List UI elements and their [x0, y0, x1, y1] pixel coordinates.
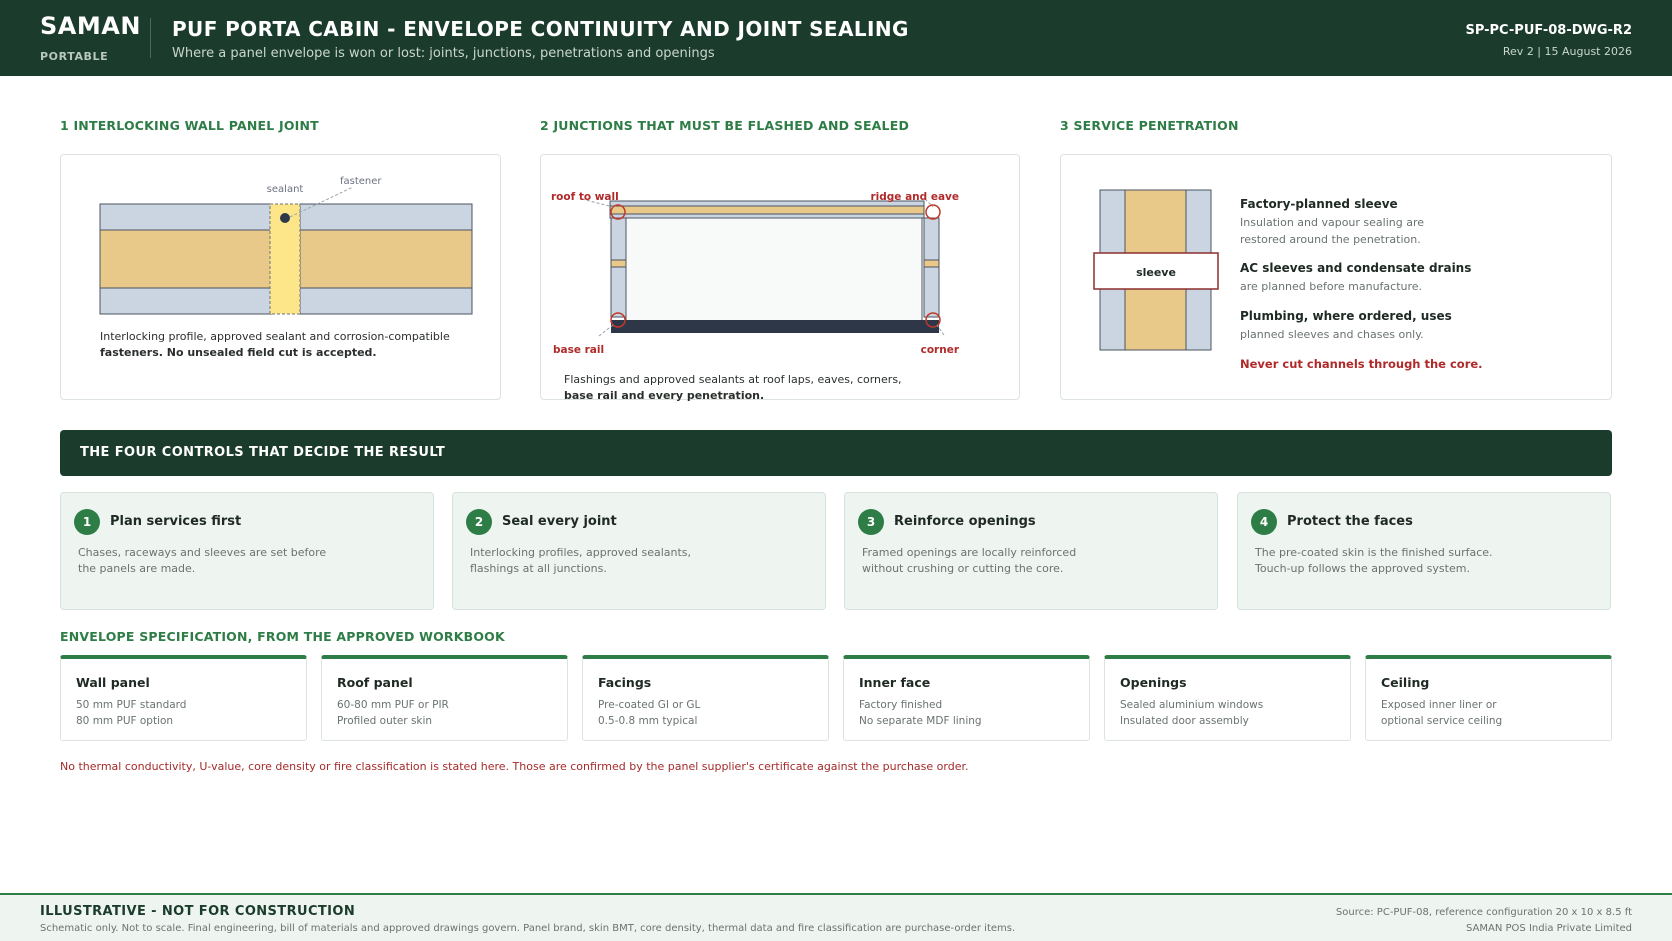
spec-line: Sealed aluminium windows [1120, 699, 1264, 711]
spec-card-openings [1104, 655, 1351, 741]
brand-name: SAMAN [40, 12, 141, 40]
left-wall-core [611, 260, 626, 267]
note-line: planned sleeves and chases only. [1240, 328, 1424, 341]
header [0, 0, 1672, 76]
core-warning: Never cut channels through the core. [1240, 357, 1483, 371]
junction-diagram [541, 155, 1021, 401]
roof-core [610, 206, 924, 214]
control-card-1 [60, 492, 434, 610]
spec-line: Profiled outer skin [337, 715, 433, 727]
spec-title: Ceiling [1381, 675, 1430, 690]
brand-logo [40, 12, 141, 63]
section2-panel [540, 154, 1020, 400]
spec-card-roof-panel [321, 655, 568, 741]
note-line: Insulation and vapour sealing are [1240, 216, 1425, 229]
control-line: Chases, raceways and sleeves are set before [78, 546, 327, 559]
spec-line: Factory finished [859, 699, 943, 711]
section2-caption-line1: Flashings and approved sealants at roof laps, eaves, corners, [564, 373, 902, 386]
control-number: 2 [466, 509, 492, 535]
spec-title: Inner face [859, 675, 931, 690]
footer [0, 893, 1672, 941]
spec-title: Openings [1120, 675, 1187, 690]
page-subtitle: Where a panel envelope is won or lost: joints, junctions, penetrations and openings [172, 46, 715, 61]
ridge-eave-label: ridge and eave [870, 191, 959, 203]
spec-card-facings [582, 655, 829, 741]
control-line: flashings at all junctions. [470, 562, 607, 575]
cabin-interior [626, 218, 922, 321]
base-rail-leader [599, 325, 613, 336]
section1-caption-line1: Interlocking profile, approved sealant and corrosion-compatible [100, 330, 450, 343]
spec-card-ceiling [1365, 655, 1612, 741]
control-card-3 [844, 492, 1218, 610]
section1-heading: 1 INTERLOCKING WALL PANEL JOINT [60, 118, 319, 133]
control-text [78, 545, 328, 577]
footer-title: ILLUSTRATIVE - NOT FOR CONSTRUCTION [40, 904, 356, 919]
note-text [1240, 214, 1424, 248]
control-number: 4 [1251, 509, 1277, 535]
left-outer-skin [100, 204, 272, 230]
spec-line: 60-80 mm PUF or PIR [337, 699, 449, 711]
left-wall-upper [611, 218, 626, 260]
note-plumbing [1240, 309, 1452, 343]
section1-caption-line2: fasteners. No unsealed field cut is accepted. [100, 346, 377, 359]
spec-heading: ENVELOPE SPECIFICATION, FROM THE APPROVED WORKBOOK [60, 629, 505, 644]
note-line: restored around the penetration. [1240, 233, 1421, 246]
disclaimer: No thermal conductivity, U-value, core density or fire classification is stated here. Those are confirmed by the panel supplier's certificate against the purchase order. [60, 760, 969, 773]
base-rail [611, 320, 939, 333]
section1-caption [100, 329, 450, 361]
section2-heading: 2 JUNCTIONS THAT MUST BE FLASHED AND SEALED [540, 118, 910, 133]
note-ac-sleeves [1240, 261, 1471, 295]
panel-joint-diagram [61, 155, 502, 401]
document-revision: Rev 2 | 15 August 2026 [1502, 45, 1632, 58]
control-line: the panels are made. [78, 562, 196, 575]
spec-title: Facings [598, 675, 652, 690]
control-number: 1 [74, 509, 100, 535]
control-title: Reinforce openings [894, 514, 1036, 529]
left-inner-skin [100, 288, 272, 314]
spec-title: Roof panel [337, 675, 413, 690]
control-line: Touch-up follows the approved system. [1255, 562, 1470, 575]
right-core [300, 230, 472, 288]
control-text [1255, 545, 1505, 577]
roof-to-wall-label: roof to wall [551, 191, 619, 203]
document-code: SP-PC-PUF-08-DWG-R2 [1465, 23, 1632, 38]
ridge-eave-marker [926, 205, 940, 219]
right-wall-lower [924, 267, 939, 317]
section3-panel [1060, 154, 1612, 400]
control-card-2 [452, 492, 826, 610]
footer-source: Source: PC-PUF-08, reference configuration 20 x 10 x 8.5 ft [1335, 907, 1632, 918]
spec-line: 50 mm PUF standard [76, 699, 187, 711]
page-title: PUF PORTA CABIN - ENVELOPE CONTINUITY AND JOINT SEALING [172, 17, 909, 41]
control-text [470, 545, 720, 577]
note-title: AC sleeves and condensate drains [1240, 261, 1472, 275]
spec-line: 0.5-0.8 mm typical [598, 715, 698, 727]
control-text [862, 545, 1112, 577]
spec-card-wall-panel [60, 655, 307, 741]
controls-banner: THE FOUR CONTROLS THAT DECIDE THE RESULT [60, 430, 1612, 476]
roof-inner-skin [610, 214, 924, 218]
control-title: Plan services first [110, 514, 242, 529]
control-number: 3 [858, 509, 884, 535]
corner-label: corner [920, 344, 959, 356]
spec-card-inner-face [843, 655, 1090, 741]
spec-line: 80 mm PUF option [76, 715, 174, 727]
section3-heading: 3 SERVICE PENETRATION [1060, 118, 1239, 133]
note-title: Plumbing, where ordered, uses [1240, 309, 1452, 323]
base-rail-label: base rail [553, 344, 605, 356]
fastener-label: fastener [340, 176, 382, 187]
right-outer-skin [300, 204, 472, 230]
control-title: Protect the faces [1287, 514, 1413, 529]
spec-line: Insulated door assembly [1120, 715, 1249, 727]
left-core [100, 230, 272, 288]
brand-sub: PORTABLE [40, 50, 109, 63]
footer-text: Schematic only. Not to scale. Final engineering, bill of materials and approved drawings govern. Panel brand, skin BMT, core density, thermal data and fire classification are purchase-order items. [40, 923, 1016, 934]
sleeve-label: sleeve [1136, 266, 1176, 279]
right-inner-skin [300, 288, 472, 314]
control-line: Interlocking profiles, approved sealants, [470, 546, 692, 559]
spec-line: Pre-coated GI or GL [598, 699, 701, 711]
header-divider [150, 18, 151, 58]
note-title: Factory-planned sleeve [1240, 197, 1398, 211]
right-wall-upper [924, 218, 939, 260]
footer-company: SAMAN POS India Private Limited [1466, 923, 1632, 934]
fastener-dot [280, 213, 290, 223]
control-line: without crushing or cutting the core. [862, 562, 1064, 575]
control-line: Framed openings are locally reinforced [862, 546, 1077, 559]
spec-line: No separate MDF lining [859, 715, 982, 727]
note-text [1240, 326, 1452, 343]
control-card-4 [1237, 492, 1611, 610]
spec-line: Exposed inner liner or [1381, 699, 1497, 711]
control-line: The pre-coated skin is the finished surface. [1255, 546, 1493, 559]
note-factory-sleeve [1240, 197, 1424, 248]
control-title: Seal every joint [502, 514, 617, 529]
section2-caption [564, 372, 902, 404]
sealant-label: sealant [266, 184, 304, 195]
spec-line: optional service ceiling [1381, 715, 1503, 727]
spec-title: Wall panel [76, 675, 150, 690]
penetration-diagram [1061, 155, 1231, 401]
section1-panel [60, 154, 501, 400]
note-text [1240, 278, 1471, 295]
section2-caption-line2: base rail and every penetration. [564, 389, 765, 402]
note-line: are planned before manufacture. [1240, 280, 1423, 293]
left-wall-lower [611, 267, 626, 317]
right-wall-core [924, 260, 939, 267]
